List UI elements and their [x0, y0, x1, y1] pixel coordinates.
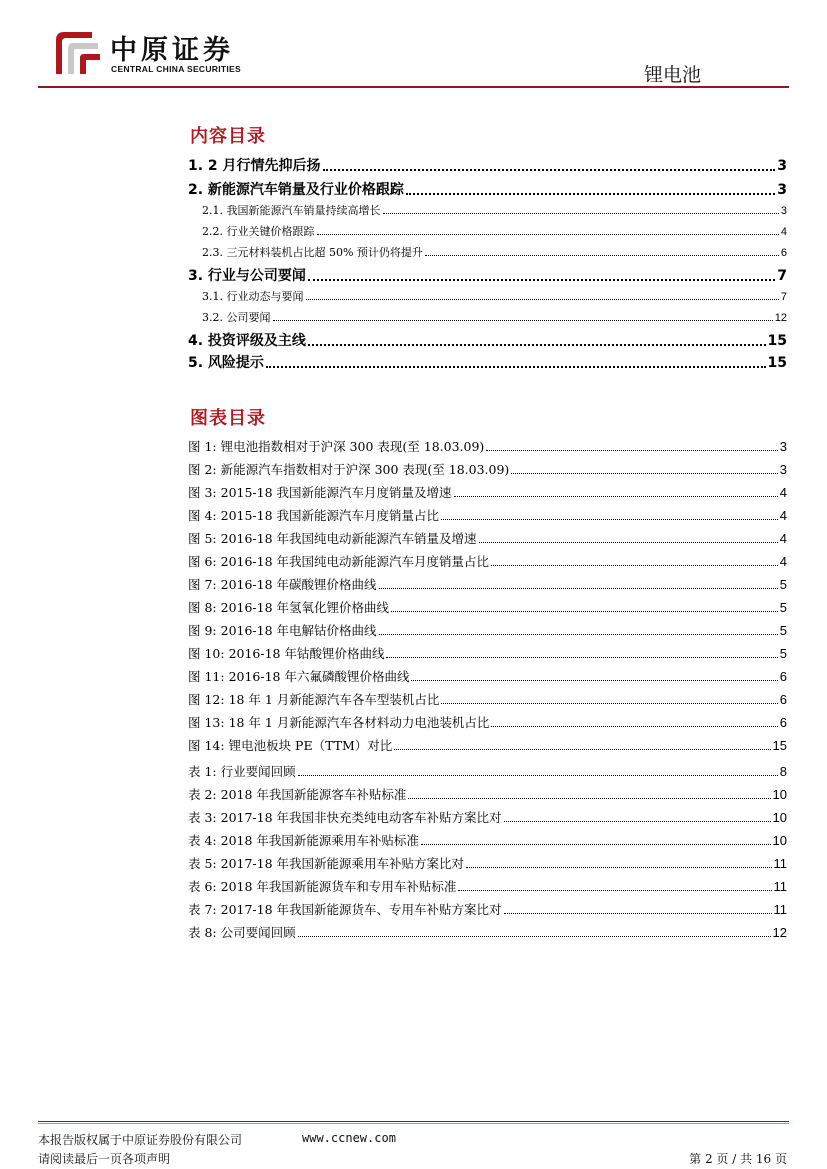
figure-entry[interactable] [188, 736, 787, 754]
figure-entry-page: 5 [779, 646, 787, 661]
toc-entry-page: 3 [777, 158, 787, 174]
table-entry-page: 10 [772, 787, 787, 802]
toc-entry-page: 12 [774, 312, 787, 324]
toc-entry-label: 2.1. 我国新能源汽车销量持续高增长 [202, 204, 381, 217]
table-entry-label: 表 7: 2017-18 年我国新能源货车、专用车补贴方案比对 [188, 902, 502, 917]
leader-dots [491, 726, 777, 727]
figure-entry-label: 图 6: 2016-18 年我国纯电动新能源汽车月度销量占比 [188, 554, 490, 569]
figure-entry-label: 图 11: 2016-18 年六氟磷酸锂价格曲线 [188, 669, 410, 684]
figure-entry[interactable] [188, 690, 787, 708]
leader-dots [298, 775, 778, 776]
toc-entry-label: 3.2. 公司要闻 [202, 311, 271, 324]
figure-entry[interactable] [188, 598, 787, 616]
leader-dots [394, 749, 770, 750]
figure-entry-label: 图 8: 2016-18 年氢氧化锂价格曲线 [188, 600, 390, 615]
leader-dots [441, 703, 777, 704]
header-divider [38, 86, 789, 88]
leader-dots [504, 913, 772, 914]
leader-dots [441, 519, 778, 520]
table-entry-page: 10 [772, 810, 787, 825]
toc-entry-page: 6 [780, 247, 787, 259]
toc-entry-label: 3. 行业与公司要闻 [188, 268, 306, 284]
figure-entry[interactable] [188, 575, 787, 593]
table-entry[interactable] [188, 923, 787, 941]
figure-entry-page: 5 [779, 600, 787, 615]
leader-dots [266, 366, 766, 368]
figure-entry-label: 图 9: 2016-18 年电解钴价格曲线 [188, 623, 377, 638]
toc-entry-page: 7 [777, 268, 787, 284]
toc-entry-page: 3 [777, 182, 787, 198]
leader-dots [386, 657, 777, 658]
table-entry[interactable] [188, 831, 787, 849]
figure-entry[interactable] [188, 644, 787, 662]
leader-dots [317, 234, 779, 235]
figure-entry-page: 6 [779, 692, 787, 707]
leader-dots [491, 565, 778, 566]
leader-dots [421, 844, 771, 845]
table-entry[interactable] [188, 785, 787, 803]
leader-dots [323, 169, 776, 171]
table-entry[interactable] [188, 877, 787, 895]
figure-entry[interactable] [188, 667, 787, 685]
leader-dots [408, 798, 770, 799]
table-entry-page: 11 [773, 879, 787, 894]
figure-entry-label: 图 12: 18 年 1 月新能源汽车各车型装机占比 [188, 692, 440, 707]
table-entry-label: 表 4: 2018 年我国新能源乘用车补贴标准 [188, 833, 419, 848]
table-entry-label: 表 5: 2017-18 年我国新能源乘用车补贴方案比对 [188, 856, 465, 871]
leader-dots [479, 542, 778, 543]
leader-dots [425, 255, 779, 256]
figure-entry-page: 4 [779, 531, 787, 546]
toc-entry[interactable] [188, 155, 787, 175]
leader-dots [411, 680, 777, 681]
toc-entry[interactable] [188, 179, 787, 199]
table-entry[interactable] [188, 854, 787, 872]
leader-dots [298, 936, 771, 937]
figures-title: 图表目录 [190, 408, 266, 429]
footer-divider-secondary [38, 1123, 789, 1124]
figure-entry-label: 图 13: 18 年 1 月新能源汽车各材料动力电池装机占比 [188, 715, 490, 730]
toc-entry[interactable] [188, 265, 787, 285]
toc-entry[interactable] [202, 202, 787, 218]
leader-dots [454, 496, 778, 497]
brand-name-en: CENTRAL CHINA SECURITIES [111, 64, 241, 74]
toc-entry-label: 2.3. 三元材料装机占比超 50% 预计仍将提升 [202, 246, 423, 259]
figure-entry-label: 图 4: 2015-18 我国新能源汽车月度销量占比 [188, 508, 440, 523]
toc-entry-label: 1. 2 月行情先抑后扬 [188, 158, 321, 174]
figure-entry[interactable] [188, 552, 787, 570]
figure-entry-page: 3 [779, 462, 787, 477]
toc-entry[interactable] [202, 244, 787, 260]
figure-entry-page: 6 [779, 669, 787, 684]
table-entry-page: 11 [773, 902, 787, 917]
page-header [0, 0, 827, 95]
footer-divider [38, 1121, 789, 1122]
figure-entry-label: 图 1: 锂电池指数相对于沪深 300 表现(至 18.03.09) [188, 439, 485, 454]
leader-dots [504, 821, 771, 822]
table-entry-page: 10 [772, 833, 787, 848]
figure-entry[interactable] [188, 713, 787, 731]
toc-entry-label: 5. 风险提示 [188, 355, 264, 371]
figure-entry[interactable] [188, 483, 787, 501]
table-entry[interactable] [188, 808, 787, 826]
leader-dots [466, 867, 771, 868]
toc-entry-page: 3 [780, 205, 787, 217]
figure-entry-page: 5 [779, 623, 787, 638]
figure-entry-page: 4 [779, 554, 787, 569]
figure-entry-page: 6 [779, 715, 787, 730]
footer-disclaimer: 请阅读最后一页各项声明 [38, 1152, 171, 1166]
central-china-securities-logo-icon [52, 28, 104, 76]
toc-entry-label: 2.2. 行业关键价格跟踪 [202, 225, 315, 238]
toc-entry[interactable] [188, 352, 787, 372]
leader-dots [486, 450, 777, 451]
toc-entry-page: 7 [780, 291, 787, 303]
leader-dots [308, 344, 766, 346]
document-topic: 锂电池 [643, 64, 701, 86]
leader-dots [306, 299, 779, 300]
toc-entry[interactable] [202, 288, 787, 304]
figure-entry-page: 4 [779, 485, 787, 500]
brand-name-cn: 中原证券 [110, 35, 234, 66]
figure-entry-page: 15 [772, 738, 787, 753]
figure-entry-label: 图 14: 锂电池板块 PE（TTM）对比 [188, 738, 393, 753]
leader-dots [308, 279, 775, 281]
leader-dots [511, 473, 777, 474]
figure-entry-label: 图 7: 2016-18 年碳酸锂价格曲线 [188, 577, 377, 592]
toc-entry[interactable] [202, 309, 787, 325]
table-entry-label: 表 2: 2018 年我国新能源客车补贴标准 [188, 787, 407, 802]
toc-entry-label: 3.1. 行业动态与要闻 [202, 290, 304, 303]
figure-entry[interactable] [188, 506, 787, 524]
table-entry-page: 8 [779, 764, 787, 779]
contents-title: 内容目录 [190, 126, 266, 147]
leader-dots [406, 193, 775, 195]
toc-entry[interactable] [188, 330, 787, 350]
table-entry[interactable] [188, 900, 787, 918]
leader-dots [273, 320, 773, 321]
figure-entry-label: 图 3: 2015-18 我国新能源汽车月度销量及增速 [188, 485, 452, 500]
toc-entry-label: 4. 投资评级及主线 [188, 333, 306, 349]
table-entry-label: 表 8: 公司要闻回顾 [188, 925, 296, 940]
toc-entry-label: 2. 新能源汽车销量及行业价格跟踪 [188, 182, 404, 198]
leader-dots [379, 634, 778, 635]
footer-copyright: 本报告版权属于中原证券股份有限公司 [38, 1133, 243, 1147]
figure-entry[interactable] [188, 437, 787, 455]
leader-dots [383, 213, 779, 214]
footer-page-number: 第 2 页 / 共 16 页 [689, 1152, 787, 1166]
toc-entry-page: 15 [767, 355, 787, 371]
table-entry[interactable] [188, 762, 787, 780]
leader-dots [458, 890, 771, 891]
table-entry-page: 11 [773, 856, 787, 871]
figure-entry-page: 4 [779, 508, 787, 523]
figure-entry-label: 图 2: 新能源汽车指数相对于沪深 300 表现(至 18.03.09) [188, 462, 510, 477]
table-entry-page: 12 [772, 925, 787, 940]
table-entry-label: 表 6: 2018 年我国新能源货车和专用车补贴标准 [188, 879, 457, 894]
toc-entry[interactable] [202, 223, 787, 239]
table-entry-label: 表 3: 2017-18 年我国非快充类纯电动客车补贴方案比对 [188, 810, 502, 825]
figure-entry-page: 3 [779, 439, 787, 454]
figure-entry[interactable] [188, 621, 787, 639]
leader-dots [391, 611, 778, 612]
figure-entry[interactable] [188, 529, 787, 547]
figure-entry-label: 图 10: 2016-18 年钴酸锂价格曲线 [188, 646, 385, 661]
toc-entry-page: 15 [767, 333, 787, 349]
table-entry-label: 表 1: 行业要闻回顾 [188, 764, 296, 779]
figure-entry-page: 5 [779, 577, 787, 592]
figure-entry[interactable] [188, 460, 787, 478]
leader-dots [379, 588, 778, 589]
figure-entry-label: 图 5: 2016-18 年我国纯电动新能源汽车销量及增速 [188, 531, 477, 546]
toc-entry-page: 4 [780, 226, 787, 238]
footer-website-link[interactable]: www.ccnew.com [302, 1131, 396, 1145]
